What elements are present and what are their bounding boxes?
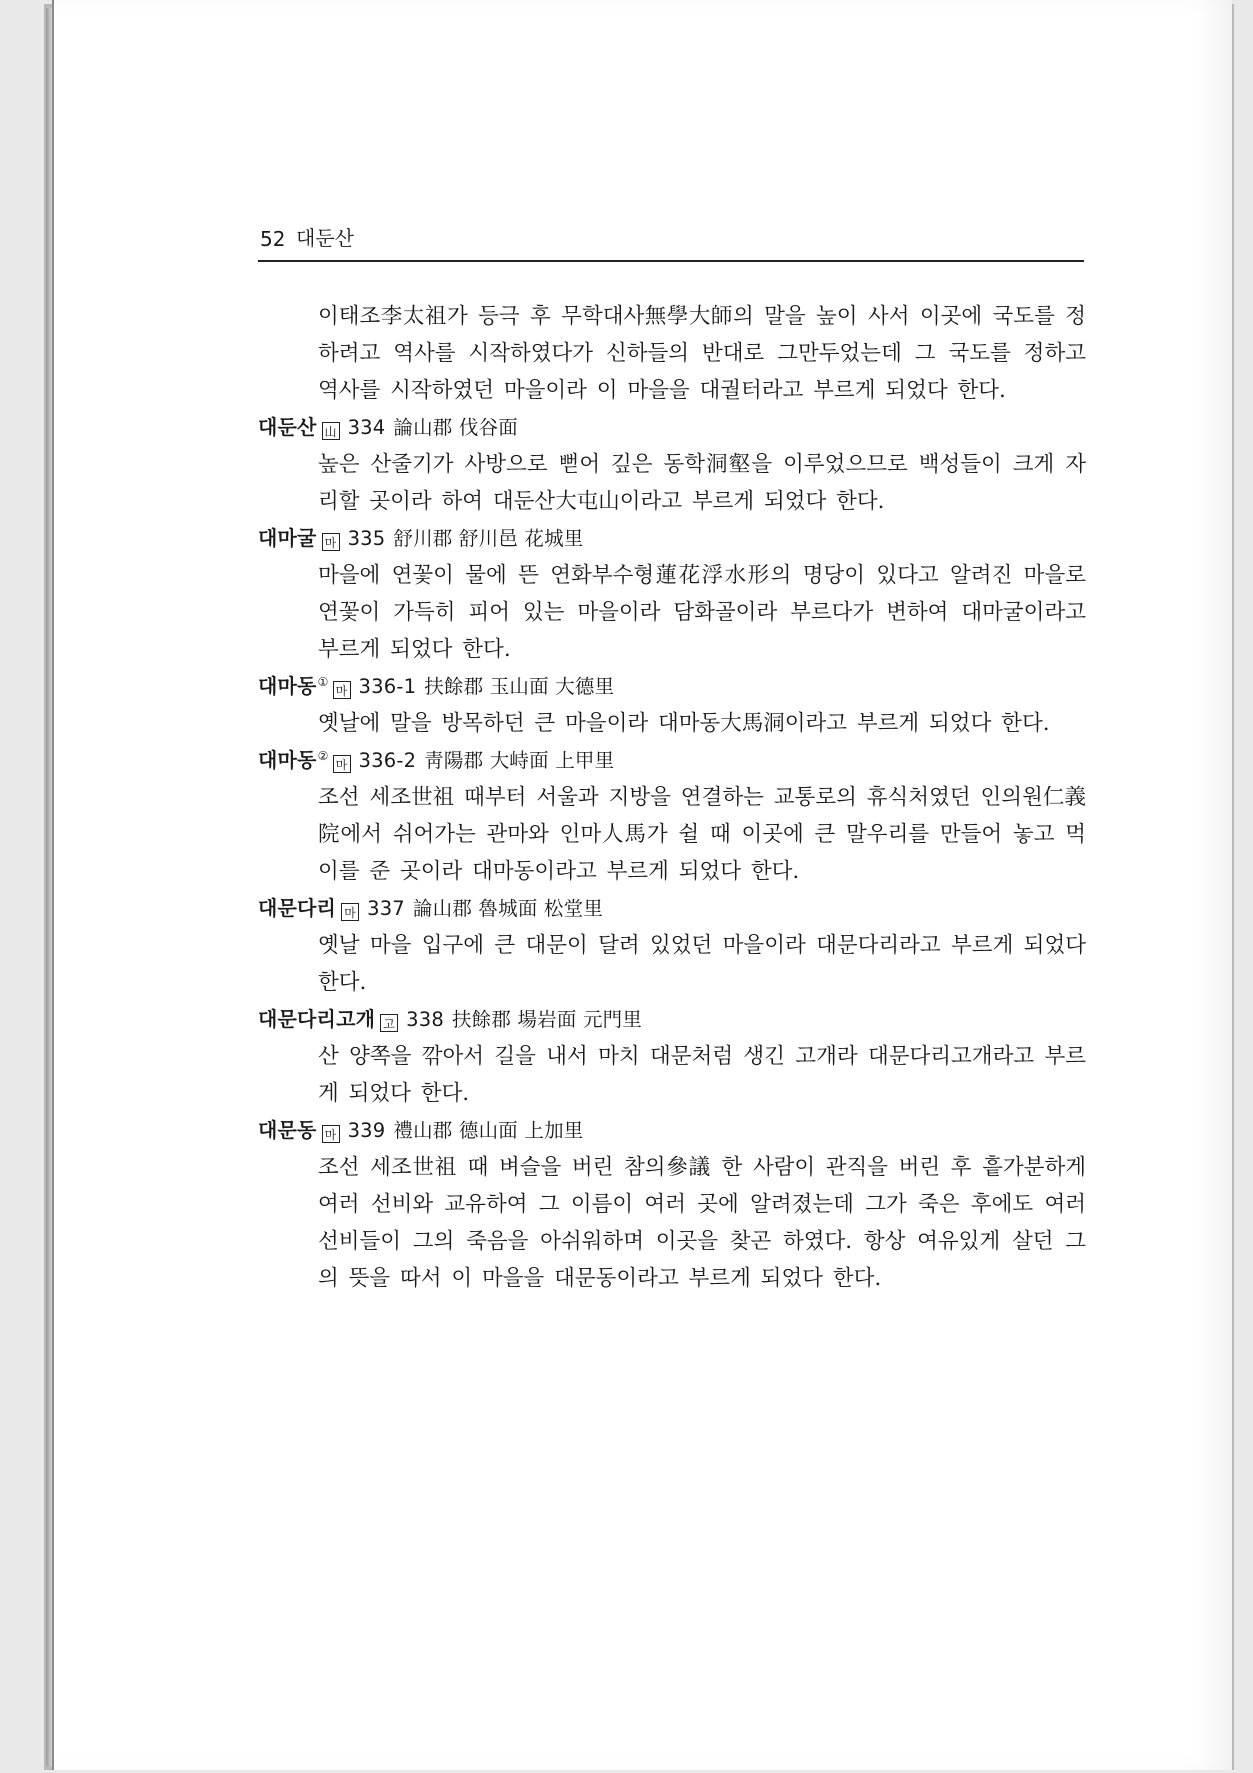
entry-body: 마을에 연꽃이 물에 뜬 연화부수형蓮花浮水形의 명당이 있다고 알려진 마을로 연꽃이 가득히 피어 있는 마을이라 담화골이라 부르다가 변하여 대마굴이라고 부르게 되었다 한다. (318, 563, 1086, 662)
entry-body: 높은 산줄기가 사방으로 뻗어 깊은 동학洞壑을 이루었으므로 백성들이 크게 자리할 곳이라 하여 대둔산大屯山이라고 부르게 되었다 한다. (318, 452, 1086, 514)
entry-location: 舒川郡 舒川邑 花城里 (393, 527, 584, 550)
entry-body: 산 양쪽을 깎아서 길을 내서 마치 대문처럼 생긴 고개라 대문다리고개라고 부르게 되었다 한다. (318, 1044, 1086, 1106)
page-number: 52 (260, 227, 286, 251)
type-badge: 마 (341, 903, 359, 921)
entry-body: 조선 세조世祖 때 벼슬을 버린 참의參議 한 사람이 관직을 버린 후 흩가분하게 여러 선비와 교유하여 그 이름이 여러 곳에 알려졌는데 그가 죽은 후에도 여러 선비들이 그의 죽음을 아쉬워하며 이곳을 찾곤 하였다. 항상 여유있게 살던 그의 뜻을 따서 이 마을을 대문동이라고 부르게 되었다 한다. (318, 1155, 1086, 1291)
entry-body: 옛날 마을 입구에 큰 대문이 달려 있었던 마을이라 대문다리라고 부르게 되었다 한다. (318, 933, 1086, 995)
entry-335 (258, 520, 1086, 668)
entry-body: 옛날에 말을 방목하던 큰 마을이라 대마동大馬洞이라고 부르게 되었다 한다. (318, 711, 1050, 736)
headword: 대마동 (258, 748, 317, 772)
type-badge: 마 (333, 755, 351, 773)
entry-location: 扶餘郡 玉山面 大德里 (424, 675, 615, 698)
entry-location: 論山郡 魯城面 松堂里 (412, 897, 604, 920)
running-head (258, 220, 1084, 262)
entry-header (258, 1001, 1086, 1038)
entry-334 (258, 409, 1086, 520)
type-badge: 마 (333, 681, 351, 699)
sense-marker: ② (317, 748, 329, 763)
intro-paragraph: 이태조李太祖가 등극 후 무학대사無學大師의 말을 높이 사서 이곳에 국도를 정하려고 역사를 시작하였다가 신하들의 반대로 그만두었는데 그 국도를 정하고 역사를 시작하였던 마을이라 이 마을을 대궐터라고 부르게 되었다 한다. (318, 304, 1086, 403)
headword: 대문동 (258, 1118, 317, 1142)
headword: 대문다리고개 (258, 1007, 376, 1031)
entry-336-2 (258, 742, 1086, 890)
entry-338 (258, 1001, 1086, 1112)
entry-number: 338 (406, 1008, 444, 1031)
headword: 대마굴 (258, 526, 317, 550)
type-badge: 고 (380, 1014, 398, 1032)
entry-header (258, 1112, 1086, 1149)
entry-336-1 (258, 668, 1086, 742)
entry-header (258, 520, 1086, 557)
entry-number: 334 (347, 416, 386, 439)
entry-location: 扶餘郡 場岩面 元門里 (451, 1008, 643, 1031)
entry-header (258, 742, 1086, 779)
entry-header (258, 409, 1086, 446)
entry-339 (258, 1112, 1086, 1297)
headword: 대문다리 (258, 896, 337, 920)
entry-header (258, 668, 1086, 705)
entry-number: 335 (347, 527, 386, 550)
entry-location: 禮山郡 德山面 上加里 (393, 1119, 584, 1142)
sense-marker: ① (317, 674, 329, 689)
type-badge: 마 (322, 1125, 340, 1143)
entry-body: 조선 세조世祖 때부터 서울과 지방을 연결하는 교통로의 휴식처였던 인의원仁義院에서 쉬어가는 관마와 인마人馬가 쉴 때 이곳에 큰 말우리를 만들어 놓고 먹이를 준 곳이라 대마동이라고 부르게 되었다 한다. (318, 785, 1086, 884)
running-title: 대둔산 (296, 226, 354, 250)
entry-number: 337 (367, 897, 405, 920)
page-content (258, 298, 1086, 1297)
headword: 대둔산 (258, 415, 317, 439)
entry-location: 論山郡 伐谷面 (393, 416, 518, 439)
entry-number: 336-2 (358, 749, 417, 772)
entry-number: 336-1 (358, 675, 417, 698)
headword: 대마동 (258, 674, 317, 698)
type-badge: 마 (322, 533, 340, 551)
type-badge: 山 (322, 422, 340, 440)
entry-header (258, 890, 1086, 927)
entry-number: 339 (347, 1119, 386, 1142)
entry-location: 靑陽郡 大峙面 上甲里 (424, 749, 615, 772)
entry-337 (258, 890, 1086, 1001)
